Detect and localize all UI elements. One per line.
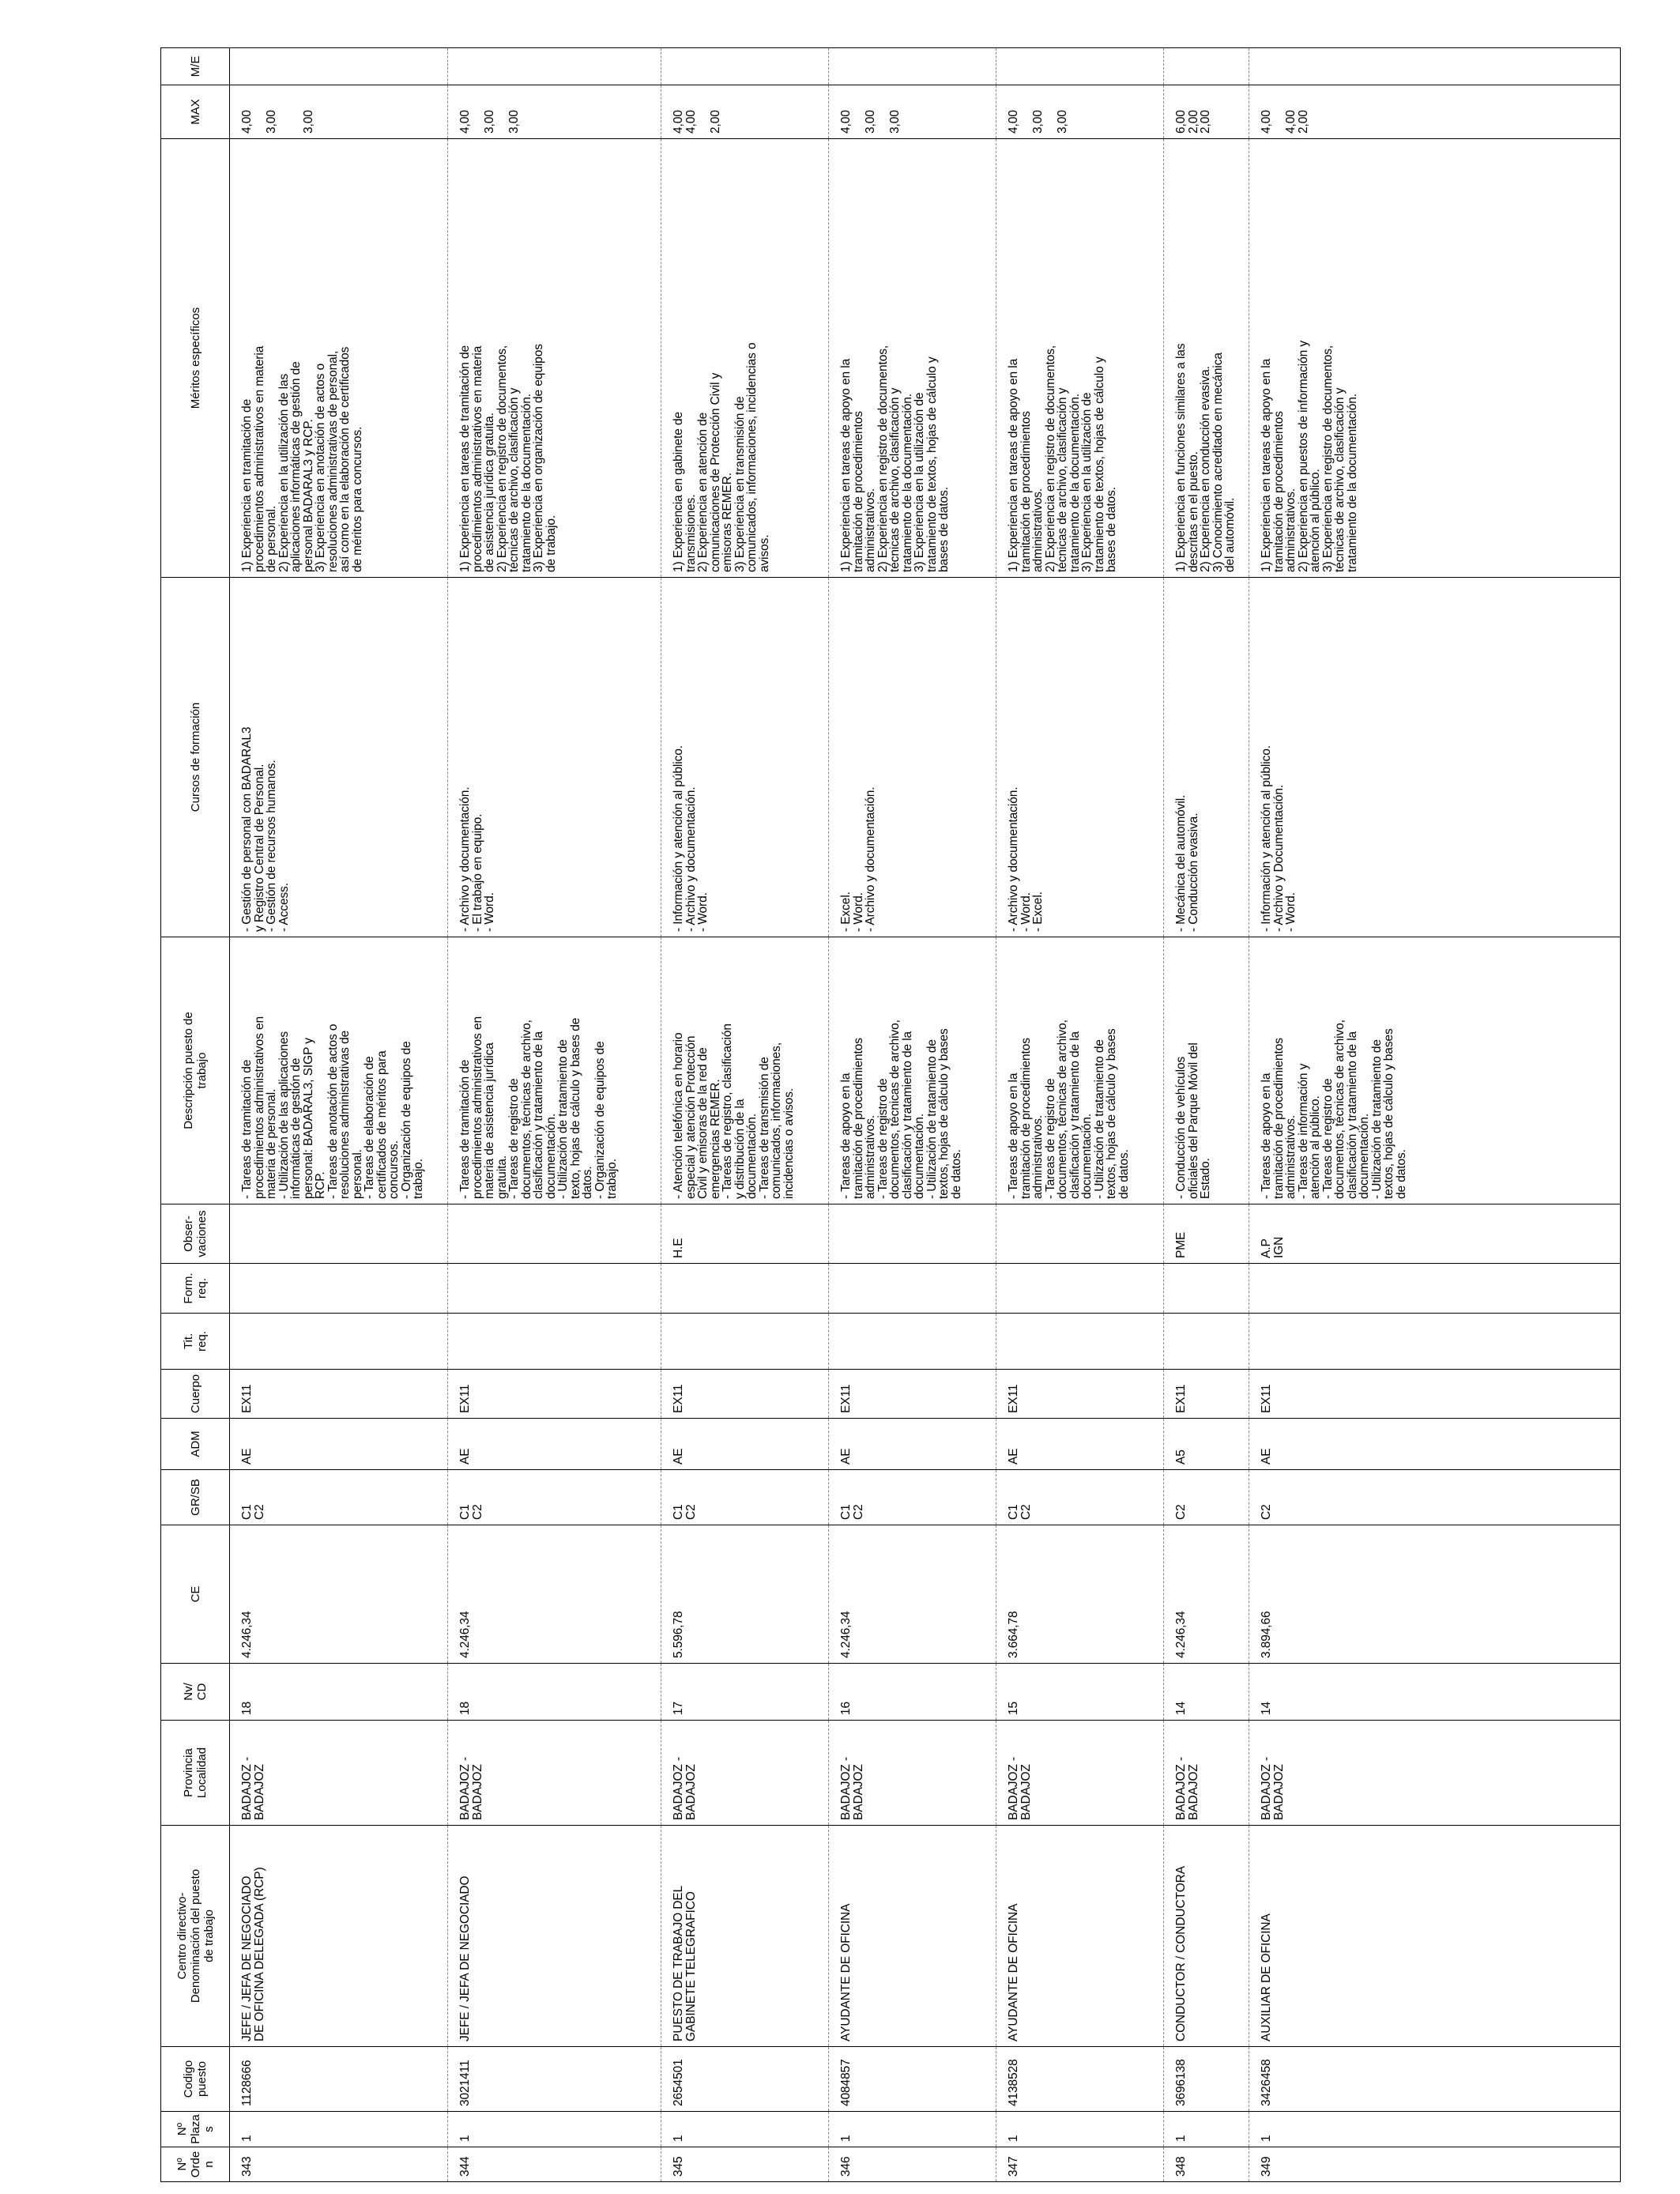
cell-me: [230, 48, 448, 85]
header-grsb: GR/SB: [161, 1470, 230, 1525]
cell-grsb: C1 C2: [996, 1470, 1164, 1525]
table-row: [230, 48, 448, 2182]
cell-observaciones: [230, 1204, 448, 1264]
cell-meritos: 1) Experiencia en gabinete de transmisiones. 2) Experiencia en atención de comunicaciones de Protección Civil y emisoras REMER. 3) Experiencia en transmisión de comunicados, informaciones, incidencias o avisos.: [661, 139, 829, 578]
header-meritos: Méritos específicos: [161, 139, 230, 578]
cell-nivel: 18: [448, 1664, 661, 1721]
cell-nivel: 17: [661, 1664, 829, 1721]
cell-grsb: C1 C2: [661, 1470, 829, 1525]
header-plazas: Nº Plazas: [161, 2112, 230, 2147]
cell-observaciones: A.P IGN: [1249, 1204, 1621, 1264]
cell-max: 6,00 2,00 2,00: [1164, 85, 1249, 139]
cell-grsb: C1 C2: [448, 1470, 661, 1525]
cell-formreq: [829, 1264, 996, 1314]
cell-ce: 3.664,78: [996, 1525, 1164, 1664]
header-formreq: Form. req.: [161, 1264, 230, 1314]
cell-me: [1164, 48, 1249, 85]
table-row: [448, 48, 661, 2182]
cell-cursos: - Información y atención al público. - Archivo y documentación. - Word.: [661, 578, 829, 937]
table-header: [161, 48, 230, 2182]
table-row: [996, 48, 1164, 2182]
cell-provincia: BADAJOZ - BADAJOZ: [1249, 1721, 1621, 1826]
cell-grsb: C1 C2: [230, 1470, 448, 1525]
cell-observaciones: [448, 1204, 661, 1264]
cell-provincia: BADAJOZ - BADAJOZ: [996, 1721, 1164, 1826]
header-descripcion: Descripción puesto de trabajo: [161, 937, 230, 1204]
cell-codigo: 2654501: [661, 2047, 829, 2112]
table-body: [230, 48, 1621, 2182]
cell-plazas: 1: [230, 2112, 448, 2147]
cell-formreq: [996, 1264, 1164, 1314]
cell-codigo: 3021411: [448, 2047, 661, 2112]
cell-adm: A5: [1164, 1419, 1249, 1470]
cell-ce: 4.246,34: [1164, 1525, 1249, 1664]
cell-max: 4,00 4,00 2,00: [661, 85, 829, 139]
header-codigo: Codigo puesto: [161, 2047, 230, 2112]
cell-codigo: 1128666: [230, 2047, 448, 2112]
cell-me: [1249, 48, 1621, 85]
cell-grsb: C2: [1164, 1470, 1249, 1525]
header-cursos: Cursos de formación: [161, 578, 230, 937]
cell-codigo: 4138528: [996, 2047, 1164, 2112]
cell-adm: AE: [661, 1419, 829, 1470]
cell-max: 4,00 3,00 3,00: [996, 85, 1164, 139]
cell-grsb: C2: [1249, 1470, 1621, 1525]
cell-max: 4,00 3,00 3,00: [829, 85, 996, 139]
cell-provincia: BADAJOZ - BADAJOZ: [230, 1721, 448, 1826]
cell-titreq: [230, 1314, 448, 1370]
cell-codigo: 4084857: [829, 2047, 996, 2112]
cell-ce: 4.246,34: [448, 1525, 661, 1664]
cell-observaciones: H.E: [661, 1204, 829, 1264]
cell-meritos: 1) Experiencia en tareas de apoyo en la tramitación de procedimientos administrativos. 2) Experiencia en puestos de información y atención al público. 3) Experiencia en registro de documentos, técnicas de archivo, clasificación y tratamiento de la documentación.: [1249, 139, 1621, 578]
cell-observaciones: [829, 1204, 996, 1264]
cell-orden: 348: [1164, 2147, 1249, 2182]
cell-cuerpo: EX11: [1249, 1370, 1621, 1419]
cell-max: 4,00 3,00 3,00: [230, 85, 448, 139]
cell-orden: 346: [829, 2147, 996, 2182]
cell-cursos: - Mecánica del automóvil. - Conducción evasiva.: [1164, 578, 1249, 937]
cell-orden: 345: [661, 2147, 829, 2182]
header-centro: Centro directivo- Denominación del puesto de trabajo: [161, 1826, 230, 2047]
cell-descripcion: - Tareas de apoyo en la tramitación de procedimientos administrativos. - Tareas de información y atención al público. - Tareas de registro de documentos, técnicas de archivo, clasificación y tratamiento de la documentación. - Utilización de tratamiento de textos, hojas de cálculo y bases de datos.: [1249, 937, 1621, 1204]
cell-provincia: BADAJOZ - BADAJOZ: [829, 1721, 996, 1826]
cell-cursos: - Gestión de personal con BADARAL3 y Registro Central de Personal. - Gestión de recursos humanos. - Access.: [230, 578, 448, 937]
cell-nivel: 16: [829, 1664, 996, 1721]
rotated-page: [160, 48, 1680, 2182]
cell-provincia: BADAJOZ - BADAJOZ: [661, 1721, 829, 1826]
cell-cursos: - Archivo y documentación. - El trabajo en equipo. - Word.: [448, 578, 661, 937]
cell-cuerpo: EX11: [448, 1370, 661, 1419]
cell-titreq: [1249, 1314, 1621, 1370]
cell-descripcion: - Conducción de vehículos oficiales del Parque Móvil del Estado.: [1164, 937, 1249, 1204]
cell-centro: JEFE / JEFA DE NEGOCIADO: [448, 1826, 661, 2047]
cell-orden: 343: [230, 2147, 448, 2182]
cell-centro: CONDUCTOR / CONDUCTORA: [1164, 1826, 1249, 2047]
cell-cuerpo: EX11: [661, 1370, 829, 1419]
cell-orden: 349: [1249, 2147, 1621, 2182]
cell-plazas: 1: [661, 2112, 829, 2147]
cell-cursos: - Información y atención al público. - Archivo y Documentación. - Word.: [1249, 578, 1621, 937]
cell-centro: AYUDANTE DE OFICINA: [829, 1826, 996, 2047]
cell-me: [661, 48, 829, 85]
header-adm: ADM: [161, 1419, 230, 1470]
cell-nivel: 14: [1249, 1664, 1621, 1721]
cell-observaciones: [996, 1204, 1164, 1264]
cell-centro: AYUDANTE DE OFICINA: [996, 1826, 1164, 2047]
cell-formreq: [1249, 1264, 1621, 1314]
cell-plazas: 1: [996, 2112, 1164, 2147]
cell-descripcion: - Tareas de apoyo en la tramitación de procedimientos administrativos. - Tareas de registro de documentos, técnicas de archivo, clasificación y tratamiento de la documentación. - Utilización de tratamiento de textos, hojas de cálculo y bases de datos.: [829, 937, 996, 1204]
cell-plazas: 1: [1249, 2112, 1621, 2147]
cell-plazas: 1: [829, 2112, 996, 2147]
cell-max: 4,00 3,00 3,00: [448, 85, 661, 139]
header-cuerpo: Cuerpo: [161, 1370, 230, 1419]
cell-adm: AE: [996, 1419, 1164, 1470]
cell-meritos: 1) Experiencia en tareas de apoyo en la tramitación de procedimientos administrativos. 2) Experiencia en registro de documentos, técnicas de archivo, clasificación y tratamiento de la documentación. 3) Experiencia en la utilización de tratamiento de textos, hojas de cálculo y bases de datos.: [829, 139, 996, 578]
header-me: M/E: [161, 48, 230, 85]
header-nivel: Nv/ CD: [161, 1664, 230, 1721]
header-orden: Nº Orden: [161, 2147, 230, 2182]
cell-cursos: - Excel. - Word. - Archivo y documentación.: [829, 578, 996, 937]
cell-formreq: [448, 1264, 661, 1314]
cell-titreq: [996, 1314, 1164, 1370]
cell-meritos: 1) Experiencia en tareas de tramitación de procedimientos administrativos en materia de asistencia jurídica gratuita. 2) Experiencia en registro de documentos, técnicas de archivo, clasificación y tratamiento de la documentación. 3) Experiencia en organización de equipos de trabajo.: [448, 139, 661, 578]
cell-adm: AE: [230, 1419, 448, 1470]
cell-max: 4,00 4,00 2,00: [1249, 85, 1621, 139]
cell-descripcion: - Tareas de tramitación de procedimientos administrativos en materia de personal. - Utilización de las aplicaciones informáticas de gestión de personal: BADARAL3, SIGP y RCP. - Tareas de anotación de actos o resoluciones administrativas de personal. - Tareas de elaboración de certificados de méritos para concursos. - Organización de equipos de trabajo.: [230, 937, 448, 1204]
header-ce: CE: [161, 1525, 230, 1664]
cell-formreq: [230, 1264, 448, 1314]
cell-meritos: 1) Experiencia en funciones similares a las descritas en el puesto. 2) Experiencia en conducción evasiva. 3) Conocimiento acreditado en mecánica del automóvil.: [1164, 139, 1249, 578]
header-titreq: Tit. req.: [161, 1314, 230, 1370]
header-observaciones: Obser- vaciones: [161, 1204, 230, 1264]
cell-meritos: 1) Experiencia en tareas de apoyo en la tramitación de procedimientos administrativos. 2) Experiencia en registro de documentos, técnicas de archivo, clasificación y tratamiento de la documentación. 3) Experiencia en la utilización de tratamiento de textos, hojas de cálculo y bases de datos.: [996, 139, 1164, 578]
cell-descripcion: - Atención telefónica en horario especial y atención Protección Civil y emisoras de la red de emergencias REMER. - Tareas de registro, clasificación y distribución de la documentación. - Tareas de transmisión de comunicados, informaciones, incidencias o avisos.: [661, 937, 829, 1204]
cell-provincia: BADAJOZ - BADAJOZ: [1164, 1721, 1249, 1826]
cell-cuerpo: EX11: [829, 1370, 996, 1419]
cell-observaciones: PME: [1164, 1204, 1249, 1264]
header-max: MAX: [161, 85, 230, 139]
table-row: [829, 48, 996, 2182]
cell-titreq: [829, 1314, 996, 1370]
cell-plazas: 1: [448, 2112, 661, 2147]
cell-centro: JEFE / JEFA DE NEGOCIADO DE OFICINA DELEGADA (RCP): [230, 1826, 448, 2047]
cell-nivel: 14: [1164, 1664, 1249, 1721]
table-row: [1249, 48, 1621, 2182]
cell-cuerpo: EX11: [230, 1370, 448, 1419]
table-row: [1164, 48, 1249, 2182]
cell-ce: 3.894,66: [1249, 1525, 1621, 1664]
cell-descripcion: - Tareas de tramitación de procedimientos administrativos en materia de asistencia jurídica gratuita. - Tareas de registro de documentos, técnicas de archivo, clasificación y tratamiento de la documentación. - Utilización de tratamiento de texto, hojas de cálculo y bases de datos. - Organización de equipos de trabajo.: [448, 937, 661, 1204]
cell-descripcion: - Tareas de apoyo en la tramitación de procedimientos administrativos. - Tareas de registro de documentos, técnicas de archivo, clasificación y tratamiento de la documentación. - Utilización de tratamiento de textos, hojas de cálculo y bases de datos.: [996, 937, 1164, 1204]
cell-ce: 4.246,34: [829, 1525, 996, 1664]
cell-formreq: [1164, 1264, 1249, 1314]
cell-centro: AUXILIAR DE OFICINA: [1249, 1826, 1621, 2047]
cell-grsb: C1 C2: [829, 1470, 996, 1525]
cell-ce: 5.596,78: [661, 1525, 829, 1664]
cell-adm: AE: [829, 1419, 996, 1470]
cell-nivel: 15: [996, 1664, 1164, 1721]
cell-cuerpo: EX11: [1164, 1370, 1249, 1419]
cell-me: [996, 48, 1164, 85]
cell-codigo: 3426458: [1249, 2047, 1621, 2112]
cell-adm: AE: [448, 1419, 661, 1470]
positions-table: [160, 47, 1621, 2182]
cell-orden: 347: [996, 2147, 1164, 2182]
cell-formreq: [661, 1264, 829, 1314]
cell-titreq: [661, 1314, 829, 1370]
cell-adm: AE: [1249, 1419, 1621, 1470]
cell-cursos: - Archivo y documentación. - Word. - Excel.: [996, 578, 1164, 937]
table-row: [661, 48, 829, 2182]
header-provincia: Provincia Localidad: [161, 1721, 230, 1826]
cell-centro: PUESTO DE TRABAJO DEL GABINETE TELEGRAFICO: [661, 1826, 829, 2047]
cell-plazas: 1: [1164, 2112, 1249, 2147]
cell-codigo: 3696138: [1164, 2047, 1249, 2112]
cell-me: [448, 48, 661, 85]
cell-titreq: [1164, 1314, 1249, 1370]
cell-titreq: [448, 1314, 661, 1370]
cell-orden: 344: [448, 2147, 661, 2182]
cell-provincia: BADAJOZ - BADAJOZ: [448, 1721, 661, 1826]
cell-meritos: 1) Experiencia en tramitación de procedimientos administrativos en materia de personal. 2) Experiencia en la utilización de las aplicaciones informáticas de gestión de personal BADARAL3 y RCP. 3) Experiencia en anotación de actos o resoluciones administrativas de personal, así como en la elaboración de certificados de méritos para concursos.: [230, 139, 448, 578]
cell-cuerpo: EX11: [996, 1370, 1164, 1419]
cell-ce: 4.246,34: [230, 1525, 448, 1664]
cell-me: [829, 48, 996, 85]
cell-nivel: 18: [230, 1664, 448, 1721]
